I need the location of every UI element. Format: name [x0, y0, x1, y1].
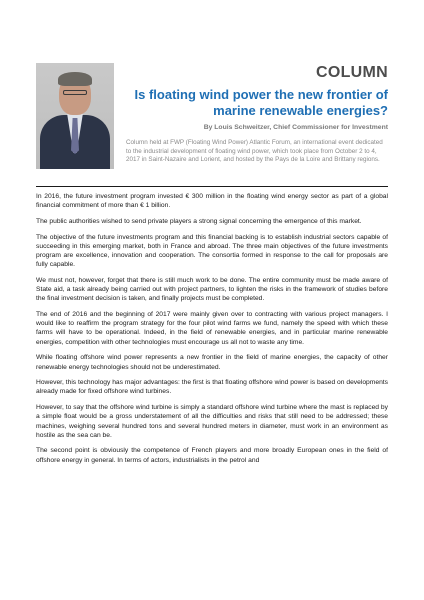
article-byline: By Louis Schweitzer, Chief Commissioner for Investment: [203, 124, 388, 131]
author-portrait: [36, 63, 114, 169]
body-paragraph: The end of 2016 and the beginning of 2017 were mainly given over to contracting with various project managers. I would like to reaffirm the program strategy for the four pilot wind farms we fund, namely the speed with which these farms will have to be operational. Indeed, in the field of renewable energies, and in particular marine renewable energies, competition with other technologies must encourage us all not to waste any time.: [36, 311, 388, 346]
body-paragraph: In 2016, the future investment program invested € 300 million in the floating wind energy sector as part of a global financial commitment of more than € 1 billion.: [36, 193, 388, 210]
article-intro: Column held at FWP (Floating Wind Power) Atlantic Forum, an international event dedicated to the industrial development of floating wind power, which took place from October 2 to 4, 2017 in Saint-Nazaire and Lorient, and hosted by the Pays de la Loire and Brittany regions.: [126, 139, 383, 164]
body-paragraph: We must not, however, forget that there is still much work to be done. The entire community must be made aware of State aid, a task already being carried out with project partners, to lighten the risks in the framework of studies before the final investment decision is taken, and finally projects must be completed.: [36, 276, 388, 303]
body-paragraph: However, this technology has major advantages: the first is that floating offshore wind power is based on developments already made for fixed offshore wind turbines.: [36, 379, 388, 396]
article-body: [36, 192, 388, 471]
body-paragraph: The second point is obviously the competence of French players and more broadly European ones in the field of offshore energy in general. In terms of actors, industrialists in the petrol and: [36, 447, 388, 464]
column-label: COLUMN: [315, 64, 388, 81]
body-paragraph: The public authorities wished to send private players a strong signal concerning the emergence of this market.: [36, 217, 362, 225]
article-title: Is floating wind power the new frontier of marine renewable energies?: [134, 87, 388, 118]
body-paragraph: While floating offshore wind power represents a new frontier in the field of marine energies, the capacity of other renewable energy technologies should not be underestimated.: [36, 354, 388, 371]
portrait-glasses: [63, 90, 87, 95]
body-paragraph: However, to say that the offshore wind turbine is simply a standard offshore wind turbine where the mast is replaced by a simple float would be a gross understatement of all the difficulties and risks that still need to be addressed; these machines, weighing several hundred tons and several hundred meters in diameter, must work in an environment as hostile as the sea can be.: [36, 404, 388, 439]
body-paragraph: The objective of the future investments program and this financial backing is to establish industrial sectors capable of succeeding in this emerging market, both in France and abroad. The three main objectives of the future investments program are excellence, innovation and cooperation. The consortia formed in response to the call for proposals are fully capable.: [36, 233, 388, 269]
header-divider: [36, 186, 388, 187]
portrait-hair: [58, 72, 92, 86]
